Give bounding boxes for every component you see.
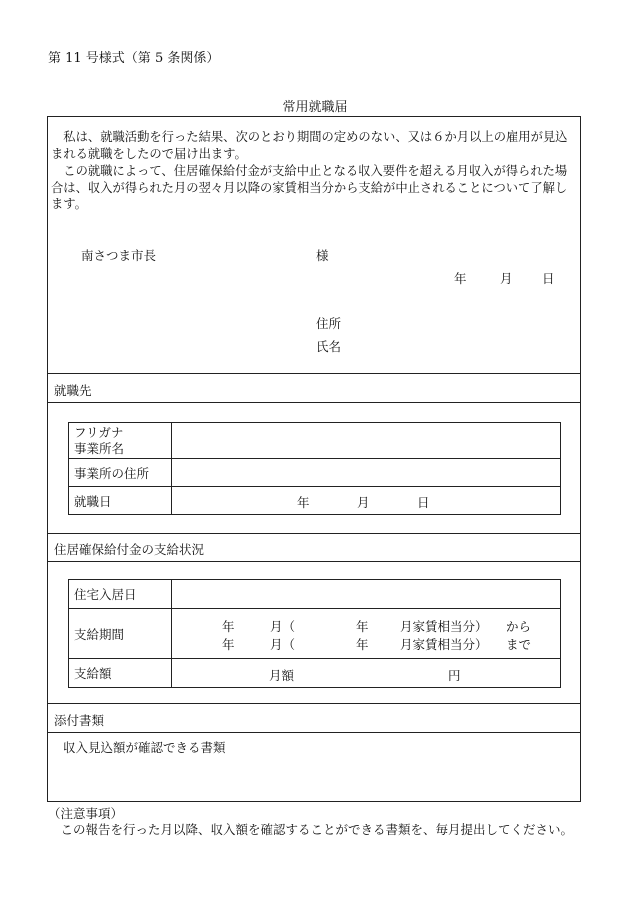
divider bbox=[48, 533, 580, 534]
start-date-label: 就職日 bbox=[69, 487, 172, 515]
period-to-rent-year: 年 bbox=[356, 637, 369, 652]
divider bbox=[48, 732, 580, 733]
furigana-label: フリガナ bbox=[74, 424, 124, 440]
period-to-year: 年 bbox=[222, 637, 235, 652]
period-from-year: 年 bbox=[222, 619, 235, 634]
divider bbox=[48, 561, 580, 562]
attachments-section-label: 添付書類 bbox=[54, 713, 105, 728]
employment-table bbox=[68, 422, 561, 515]
company-address-field[interactable] bbox=[172, 459, 561, 487]
benefit-section-label: 住居確保給付金の支給状況 bbox=[54, 542, 205, 557]
submit-date-day: 日 bbox=[542, 271, 555, 286]
form-frame bbox=[47, 116, 581, 802]
period-to-month: 月（ bbox=[270, 637, 296, 652]
addressee-honorific: 様 bbox=[316, 248, 329, 263]
payment-amount-field[interactable] bbox=[172, 659, 561, 688]
period-to-suffix: まで bbox=[506, 637, 532, 652]
company-name-label: 事業所名 bbox=[74, 440, 125, 456]
submit-date-year: 年 bbox=[454, 271, 467, 286]
table-row bbox=[69, 609, 561, 659]
benefit-table bbox=[68, 579, 561, 688]
notes-body: この報告を行った月以降、収入額を確認することができる書類を、毎月提出してください。 bbox=[48, 822, 574, 837]
payment-period-field[interactable] bbox=[172, 609, 561, 659]
attachment-item: 収入見込額が確認できる書類 bbox=[63, 740, 226, 755]
applicant-name-label: 氏名 bbox=[316, 339, 342, 354]
table-row bbox=[69, 580, 561, 609]
notes bbox=[48, 806, 583, 838]
company-name-label-cell bbox=[69, 423, 172, 459]
move-in-date-field[interactable] bbox=[172, 580, 561, 609]
start-date-field[interactable] bbox=[172, 487, 561, 515]
intro-paragraph-2: この就職によって、住居確保給付金が支給中止となる収入要件を超える月収入が得られた場合は、収入が得られた月の翌々月以降の家賃相当分から支給が中止されることについて了解します。 bbox=[51, 164, 568, 211]
company-name-field[interactable] bbox=[172, 423, 561, 459]
period-from-month: 月（ bbox=[270, 619, 296, 634]
document-title: 常用就職届 bbox=[282, 100, 348, 115]
notes-heading: （注意事項） bbox=[48, 806, 124, 821]
employment-section-label: 就職先 bbox=[54, 383, 92, 398]
period-from-rent-month: 月家賃相当分） bbox=[400, 619, 488, 634]
table-row bbox=[69, 487, 561, 515]
yen-unit: 円 bbox=[448, 668, 461, 683]
divider bbox=[48, 402, 580, 403]
payment-period-label: 支給期間 bbox=[69, 609, 172, 659]
table-row bbox=[69, 423, 561, 459]
company-address-label: 事業所の住所 bbox=[69, 459, 172, 487]
divider bbox=[48, 373, 580, 374]
table-row bbox=[69, 459, 561, 487]
applicant-address-label: 住所 bbox=[316, 316, 342, 331]
intro-paragraph-1: 私は、就職活動を行った結果、次のとおり期間の定めのない、又は６か月以上の雇用が見込まれる就職をしたので届け出ます。 bbox=[51, 130, 568, 161]
payment-amount-label: 支給額 bbox=[69, 659, 172, 688]
table-row bbox=[69, 659, 561, 688]
period-from-suffix: から bbox=[506, 619, 532, 634]
move-in-date-label: 住宅入居日 bbox=[69, 580, 172, 609]
start-date-day: 日 bbox=[417, 495, 430, 510]
addressee-mayor: 南さつま市長 bbox=[81, 248, 157, 263]
start-date-month: 月 bbox=[357, 495, 370, 510]
monthly-amount-label: 月額 bbox=[269, 668, 295, 683]
start-date-year: 年 bbox=[297, 495, 310, 510]
divider bbox=[48, 703, 580, 704]
form-number: 第 11 号様式（第 5 条関係） bbox=[48, 51, 220, 66]
period-from-rent-year: 年 bbox=[356, 619, 369, 634]
submit-date-month: 月 bbox=[500, 271, 513, 286]
period-to-rent-month: 月家賃相当分） bbox=[400, 637, 488, 652]
